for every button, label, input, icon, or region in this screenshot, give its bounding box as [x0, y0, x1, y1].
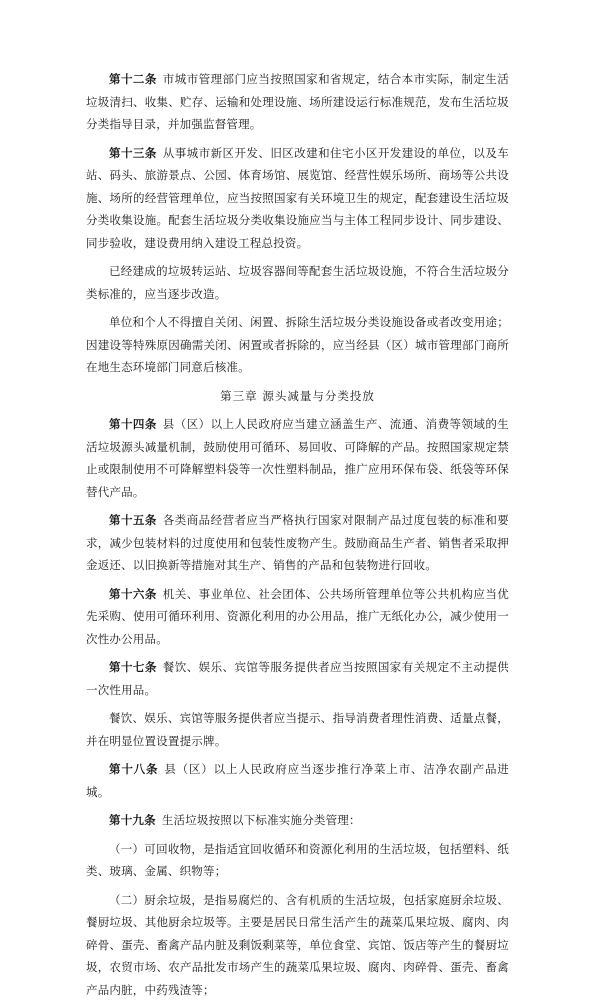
paragraph-text: （二）厨余垃圾，是指易腐烂的、含有机质的生活垃圾，包括家庭厨余垃圾、餐厨垃圾、其他厨余垃圾等。主要是居民日常生活产生的蔬菜瓜果垃圾、腐肉、肉碎骨、蛋壳、畜禽产品内脏及剩饭剩菜等，单位食堂、宾馆、饭店等产生的餐厨垃圾，农贸市场、农产品批发市场产生的蔬菜瓜果垃圾、腐肉、肉碎骨、蛋壳、畜禽产品内脏，中药残渣等； — [86, 893, 509, 997]
paragraph-text: 县（区）以上人民政府应当建立涵盖生产、流通、消费等领域的生活垃圾源头减量机制，鼓励使用可循环、易回收、可降解的产品。按照国家规定禁止或限制使用不可降解塑料袋等一次性塑料制品，推广应用环保布袋、纸袋等环保替代产品。 — [86, 417, 509, 499]
paragraph-text: 各类商品经营者应当严格执行国家对限制产品过度包装的标准和要求，减少包装材料的过度使用和包装性废物产生。鼓励商品生产者、销售者采取押金返还、以旧换新等措施对其生产、销售的产品和包装物进行回收。 — [86, 513, 509, 572]
article-number: 第十七条 — [109, 660, 157, 674]
paragraph-text: 机关、事业单位、社会团体、公共场所管理单位等公共机构应当优先采购、使用可循环利用、资源化利用的办公用品，推广无纸化办公，减少使用一次性办公用品。 — [86, 587, 509, 646]
paragraph-text: 市城市管理部门应当按照国家和省规定，结合本市实际，制定生活垃圾清扫、收集、贮存、运输和处理设施、场所建设运行标准规范，发布生活垃圾分类指导目录，并加强监督管理。 — [86, 72, 509, 131]
paragraph-text: 县（区）以上人民政府应当逐步推行净菜上市、洁净农副产品进城。 — [86, 762, 509, 799]
paragraph-text: 单位和个人不得擅自关闭、闲置、拆除生活垃圾分类设施设备或者改变用途；因建设等特殊原因确需关闭、闲置或者拆除的，应当经县（区）城市管理部门商所在地生态环境部门同意后核准。 — [86, 315, 509, 374]
article-number: 第十六条 — [109, 587, 157, 601]
paragraph-article-14 — [86, 413, 509, 503]
paragraph-item-1 — [86, 838, 509, 883]
paragraph-article-17 — [86, 656, 509, 701]
paragraph-text: 餐饮、娱乐、宾馆等服务提供者应当提示、指导消费者理性消费、适量点餐，并在明显位置设置提示牌。 — [86, 711, 509, 748]
article-number: 第十四条 — [109, 417, 157, 431]
paragraph-text: 已经建成的垃圾转运站、垃圾容器间等配套生活垃圾设施，不符合生活垃圾分类标准的，应当逐步改造。 — [86, 264, 509, 301]
chapter-title: 第三章 源头减量与分类投放 — [86, 385, 509, 408]
paragraph-article-17-2 — [86, 707, 509, 752]
paragraph-text: （一）可回收物，是指适宜回收循环和资源化利用的生活垃圾，包括塑料、纸类、玻璃、金属、织物等； — [86, 842, 509, 879]
paragraph-article-13-3 — [86, 311, 509, 379]
article-number: 第十二条 — [109, 72, 157, 86]
paragraph-text: 生活垃圾按照以下标准实施分类管理： — [162, 813, 361, 827]
paragraph-item-2 — [86, 889, 509, 1001]
article-number: 第十三条 — [109, 146, 157, 160]
paragraph-article-19 — [86, 809, 509, 832]
paragraph-text: 餐饮、娱乐、宾馆等服务提供者应当按照国家有关规定不主动提供一次性用品。 — [86, 660, 509, 697]
paragraph-text: 从事城市新区开发、旧区改建和住宅小区开发建设的单位，以及车站、码头、旅游景点、公园、体育场馆、展览馆、经营性娱乐场所、商场等公共设施、场所的经营管理单位，应当按照国家有关环境卫生的规定，配套建设生活垃圾分类收集设施。配套生活垃圾分类收集设施应当与主体工程同步设计、同步建设、同步验收，建设费用纳入建设工程总投资。 — [86, 146, 509, 250]
article-number: 第十九条 — [109, 813, 156, 827]
paragraph-article-16 — [86, 583, 509, 651]
paragraph-article-15 — [86, 509, 509, 577]
paragraph-article-18 — [86, 758, 509, 803]
article-number: 第十五条 — [109, 513, 157, 527]
article-number: 第十八条 — [109, 762, 158, 776]
paragraph-article-13 — [86, 142, 509, 255]
paragraph-article-12 — [86, 68, 509, 136]
paragraph-article-13-2 — [86, 260, 509, 305]
